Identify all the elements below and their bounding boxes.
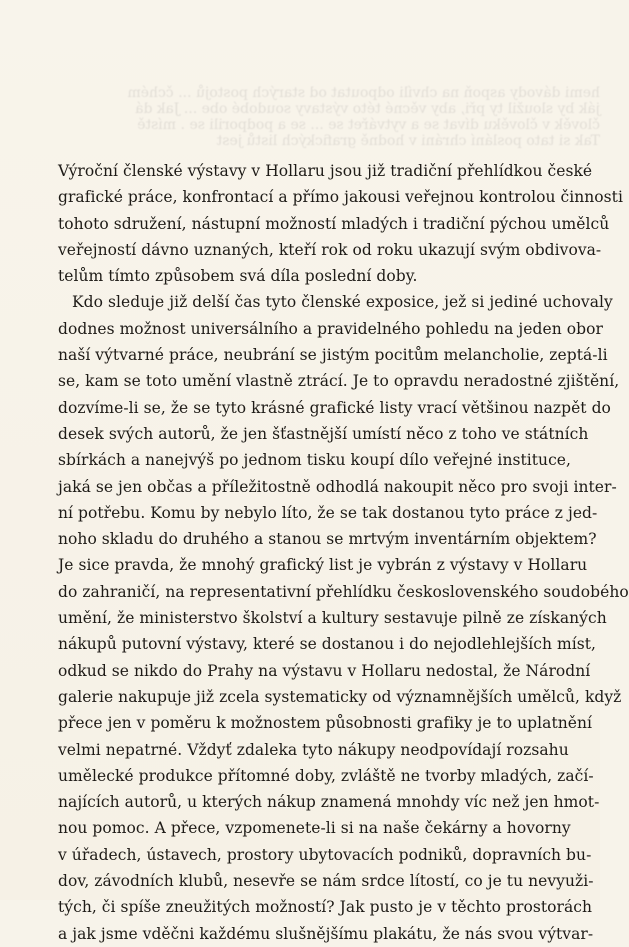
paragraph-2 (58, 289, 629, 946)
text-line: nákupů putovní výstavy, které se dostanou i do nejodlehlejších míst, (58, 635, 597, 654)
text-line: telům tímto způsobem svá díla poslední doby. (58, 267, 418, 286)
text-line: naší výtvarné práce, neubrání se jistým pocitům melancholie, zeptá-li (58, 346, 608, 365)
text-line: přece jen v poměru k možnostem působnosti grafiky je to uplatnění (58, 714, 593, 733)
text-line: umělecké produkce přítomné doby, zvláště ne tvorby mladých, začí- (58, 766, 594, 785)
bleed-line: Tak si tato poslání chráni v hodně grafických listů jest (216, 133, 600, 149)
text-line: sbírkách a nanejvýš po jednom tisku koupí dílo veřejné instituce, (58, 451, 572, 470)
text-line: a jak jsme vděčni každému slušnějšímu plakátu, že nás svou výtvar- (58, 924, 594, 943)
bleed-line: ják by sloužil ty při, aby věcné této výstavy soudobé obe ... Jak dá (135, 101, 600, 117)
text-line: dodnes možnost universálního a pravidelného pohledu na jeden obor (58, 319, 603, 338)
bleed-line: hemi dávody aspoň na chvíli odpoutat od starých postojů ... čchém (127, 85, 600, 101)
text-line: galerie nakupuje již zcela systematicky od významnějších umělců, když (58, 687, 622, 706)
body-text (58, 158, 629, 947)
text-line: dov, závodních klubů, nesevře se nám srdce lítostí, co je tu nevyuži- (58, 872, 594, 891)
text-line: Výroční členské výstavy v Hollaru jsou již tradiční přehlídkou české (58, 162, 593, 180)
paragraph-1 (58, 158, 623, 289)
bleed-line: člověk v člověku dívat se a vytvářet se ... se a podporili se . místě (137, 117, 600, 133)
text-line: Kdo sleduje již delší čas tyto členské exposice, jež si jediné uchovaly (72, 293, 613, 312)
text-line: ní potřebu. Komu by nebylo líto, že se tak dostanou tyto práce z jed- (58, 503, 598, 522)
text-line: tohoto sdružení, nástupní možností mladých i tradiční pýchou umělců (58, 214, 610, 233)
text-line: Je sice pravda, že mnohý grafický list je vybrán z výstavy v Hollaru (58, 556, 588, 575)
text-line: v úřadech, ústavech, prostory ubytovacích podniků, dopravních bu- (58, 845, 592, 864)
text-line: veřejností dávno uznaných, kteří rok od roku ukazují svým obdivova- (58, 240, 602, 259)
text-line: se, kam se toto umění vlastně ztrácí. Je to opravdu neradostné zjištění, (58, 372, 620, 391)
text-line: desek svých autorů, že jen šťastnější umístí něco z toho ve státních (58, 424, 589, 443)
text-line: tých, či spíše zneužitých možností? Jak pusto je v těchto prostorách (58, 898, 593, 917)
text-line: jaká se jen občas a příležitostně odhodlá nakoupit něco pro svoji inter- (58, 477, 617, 496)
text-line: do zahraničí, na representativní přehlídku československého soudobého (58, 582, 629, 601)
text-line: odkud se nikdo do Prahy na výstavu v Hollaru nedostal, že Národní (58, 661, 591, 680)
text-line: noho skladu do druhého a stanou se mrtvým inventárním objektem? (58, 530, 597, 549)
bleed-through-text (127, 85, 600, 155)
text-line: najících autorů, u kterých nákup znamená mnohdy víc než jen hmot- (58, 793, 600, 812)
text-line: grafické práce, konfrontací a přímo jakousi veřejnou kontrolou činnosti (58, 188, 623, 207)
text-line: umění, že ministerstvo školství a kultury sestavuje pilně ze získaných (58, 609, 607, 628)
text-line: nou pomoc. A přece, vzpomenete-li si na naše čekárny a hovorny (58, 819, 571, 838)
text-line: dozvíme-li se, že se tyto krásné grafické listy vrací většinou nazpět do (58, 398, 611, 417)
text-line: velmi nepatrné. Vždyť zdaleka tyto nákupy neodpovídají rozsahu (58, 740, 569, 759)
